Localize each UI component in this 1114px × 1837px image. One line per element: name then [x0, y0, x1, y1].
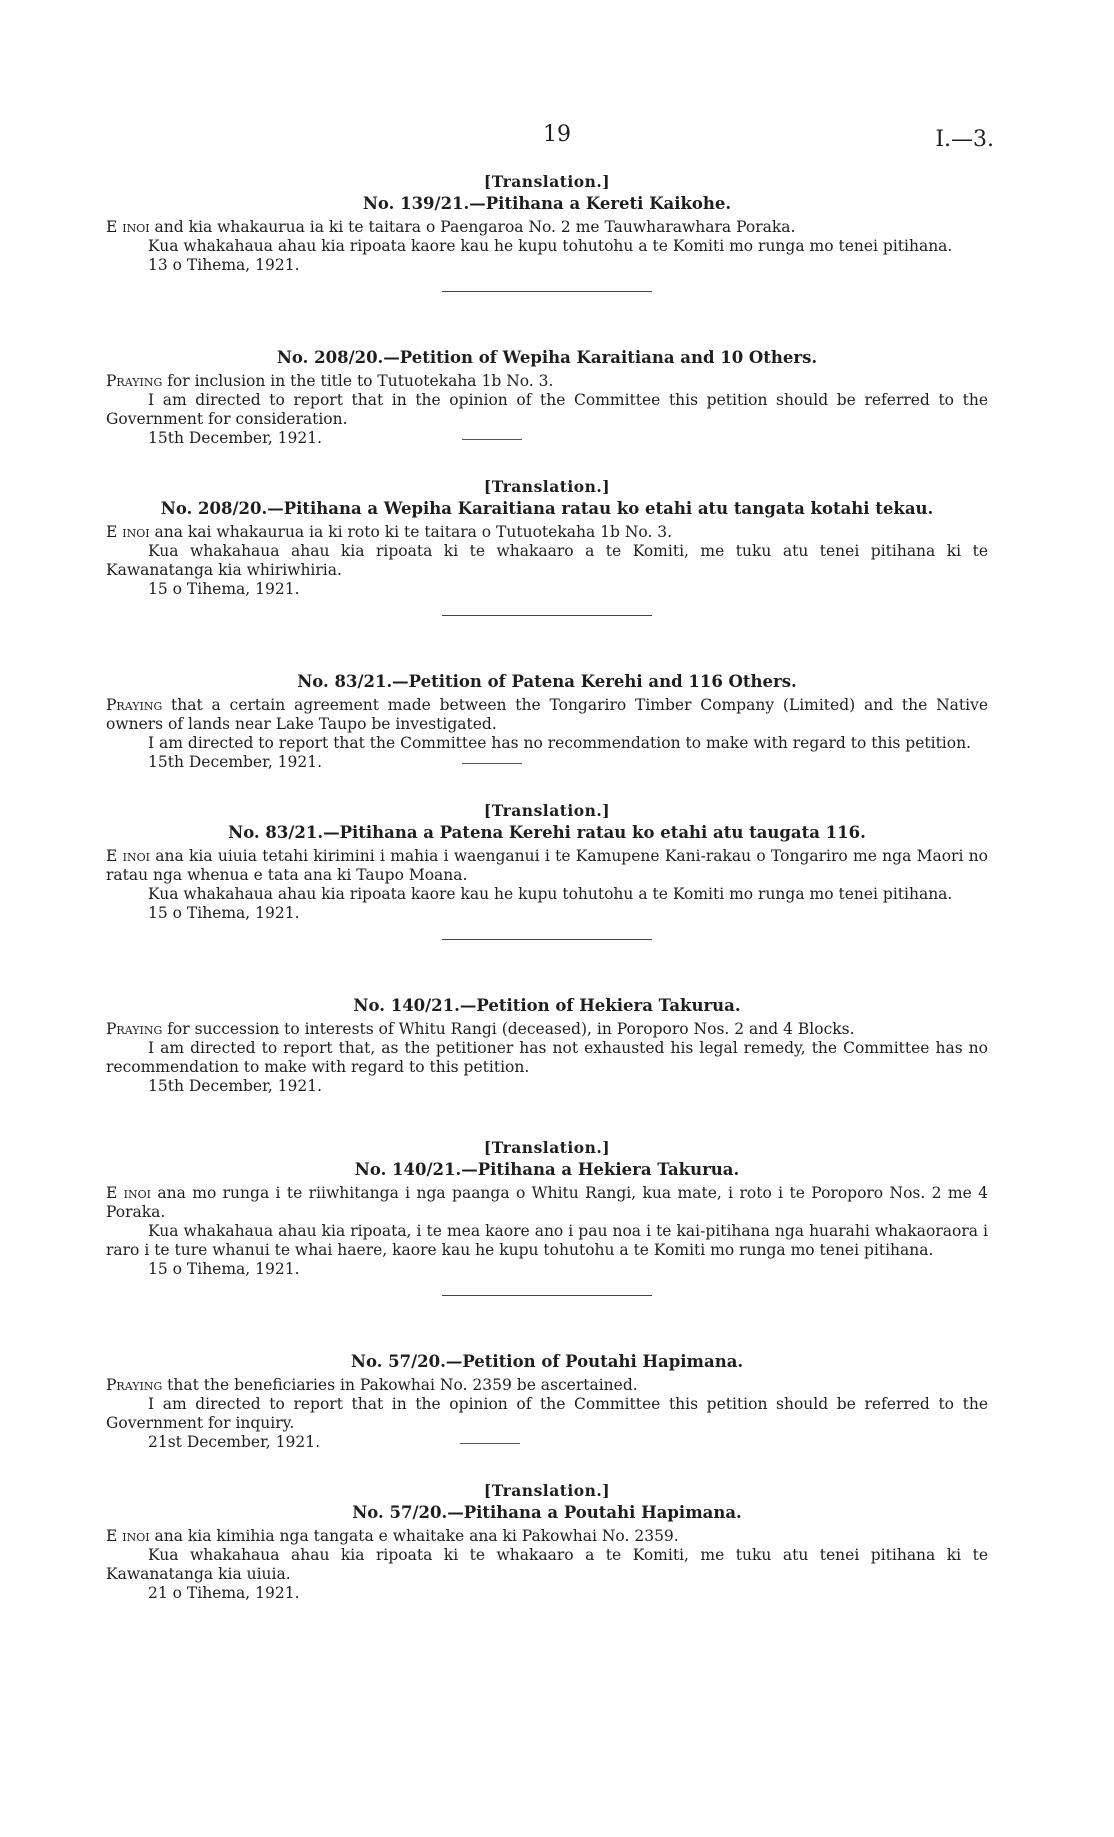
- report-date: 15 o Tihema, 1921.: [148, 1260, 300, 1278]
- prayer-lead: E inoi: [106, 523, 150, 541]
- translation-label: [Translation.]: [483, 1138, 611, 1157]
- committee-report: Kua whakahaua ahau kia ripoata kaore kau he kupu tohutohu a te Komiti mo runga mo tenei pitihana.: [148, 237, 953, 255]
- translation-label: [Translation.]: [483, 477, 611, 496]
- prayer-lead: Praying: [106, 372, 163, 390]
- petition-prayer: [106, 523, 988, 542]
- committee-report: Kua whakahaua ahau kia ripoata, i te mea kaore ano i pau noa i te kai-pitihana nga huarahi whakaoraora i raro i te ture whanui te whai haere, kaore kau he kupu tohutohu a te Komiti mo runga mo tenei pitihana.: [106, 1222, 988, 1259]
- prayer-text: ana kia kimihia nga tangata e whaitake ana ki Pakowhai No. 2359.: [154, 1527, 679, 1545]
- petition-title: No. 57/20.—Petition of Poutahi Hapimana.: [350, 1352, 744, 1371]
- section-divider: [442, 615, 652, 616]
- report-date: 15 o Tihema, 1921.: [148, 580, 300, 598]
- prayer-lead: E inoi: [106, 1527, 150, 1545]
- petition-translation-83-21: [106, 801, 988, 923]
- petition-title: No. 208/20.—Pitihana a Wepiha Karaitiana ratau ko etahi atu tangata kotahi tekau.: [160, 499, 934, 518]
- prayer-text: ana kai whakaurua ia ki roto ki te taitara o Tutuotekaha 1b No. 3.: [154, 523, 673, 541]
- petition-translation-57-20: [106, 1481, 988, 1603]
- report-date: 21 o Tihema, 1921.: [148, 1584, 300, 1602]
- translation-label: [Translation.]: [483, 1481, 611, 1500]
- section-divider: [442, 939, 652, 940]
- report-date: [106, 429, 988, 448]
- committee-report: I am directed to report that in the opinion of the Committee this petition should be referred to the Government for inquiry.: [106, 1395, 988, 1432]
- prayer-lead: E inoi: [106, 218, 150, 236]
- short-divider: [462, 763, 522, 764]
- petition-prayer: [106, 1184, 988, 1222]
- short-divider: [462, 439, 522, 440]
- prayer-lead: Praying: [106, 1376, 163, 1394]
- section-divider: [442, 291, 652, 292]
- translation-label: [Translation.]: [483, 172, 611, 191]
- prayer-lead: E inoi: [106, 847, 150, 865]
- translation-label: [Translation.]: [483, 801, 611, 820]
- petition-prayer: [106, 1376, 988, 1395]
- prayer-text: for succession to interests of Whitu Rangi (deceased), in Poroporo Nos. 2 and 4 Blocks.: [167, 1020, 855, 1038]
- report-date-text: 21st December, 1921.: [148, 1433, 321, 1451]
- petition-translation-139-21: [106, 172, 988, 275]
- report-date-text: 15th December, 1921.: [148, 429, 323, 447]
- report-date: 15 o Tihema, 1921.: [148, 904, 300, 922]
- petition-prayer: [106, 1020, 988, 1039]
- report-date: 15th December, 1921.: [148, 1077, 323, 1095]
- petition-83-21: [106, 672, 988, 772]
- petition-prayer: [106, 847, 988, 885]
- page-number: 19: [543, 122, 571, 147]
- report-date: [106, 753, 988, 772]
- petition-title: No. 139/21.—Pitihana a Kereti Kaikohe.: [362, 194, 732, 213]
- petition-prayer: [106, 218, 988, 237]
- petition-prayer: [106, 696, 988, 734]
- committee-report: Kua whakahaua ahau kia ripoata kaore kau he kupu tohutohu a te Komiti mo runga mo tenei pitihana.: [148, 885, 953, 903]
- prayer-text: and kia whakaurua ia ki te taitara o Paengaroa No. 2 me Tauwharawhara Poraka.: [154, 218, 796, 236]
- prayer-lead: Praying: [106, 696, 163, 714]
- petition-title: No. 208/20.—Petition of Wepiha Karaitiana and 10 Others.: [276, 348, 818, 367]
- petition-title: No. 140/21.—Petition of Hekiera Takurua.: [353, 996, 741, 1015]
- prayer-text: ana kia uiuia tetahi kirimini i mahia i waenganui i te Kamupene Kani-rakau o Tongariro me nga Maori no ratau nga whenua e tata ana ki Taupo Moana.: [106, 847, 988, 884]
- committee-report: Kua whakahaua ahau kia ripoata ki te whakaaro a te Komiti, me tuku atu tenei pitihana ki te Kawanatanga kia uiuia.: [106, 1546, 988, 1583]
- prayer-text: that a certain agreement made between the Tongariro Timber Company (Limited) and the Native owners of lands near Lake Taupo be investigated.: [106, 696, 988, 733]
- petition-prayer: [106, 1527, 988, 1546]
- petition-title: No. 83/21.—Petition of Patena Kerehi and 116 Others.: [297, 672, 797, 691]
- report-date: [106, 1433, 988, 1452]
- petition-title: No. 83/21.—Pitihana a Patena Kerehi ratau ko etahi atu taugata 116.: [228, 823, 866, 842]
- petition-translation-208-20: [106, 477, 988, 599]
- page-content: [106, 172, 988, 1603]
- page-reference: I.—3.: [935, 127, 994, 152]
- committee-report: Kua whakahaua ahau kia ripoata ki te whakaaro a te Komiti, me tuku atu tenei pitihana ki te Kawanatanga kia whiriwhiria.: [106, 542, 988, 579]
- petition-prayer: [106, 372, 988, 391]
- prayer-text: that the beneficiaries in Pakowhai No. 2359 be ascertained.: [167, 1376, 638, 1394]
- committee-report: I am directed to report that in the opinion of the Committee this petition should be referred to the Government for consideration.: [106, 391, 988, 428]
- petition-208-20: [106, 348, 988, 448]
- petition-translation-140-21: [106, 1138, 988, 1279]
- report-date-text: 15th December, 1921.: [148, 753, 323, 771]
- petition-title: No. 140/21.—Pitihana a Hekiera Takurua.: [354, 1160, 740, 1179]
- report-date: 13 o Tihema, 1921.: [148, 256, 300, 274]
- prayer-lead: E inoi: [106, 1184, 152, 1202]
- petition-140-21: [106, 996, 988, 1096]
- committee-report: I am directed to report that the Committee has no recommendation to make with regard to this petition.: [148, 734, 972, 752]
- prayer-text: for inclusion in the title to Tutuotekaha 1b No. 3.: [167, 372, 554, 390]
- committee-report: I am directed to report that, as the petitioner has not exhausted his legal remedy, the Committee has no recommendation to make with regard to this petition.: [106, 1039, 988, 1076]
- section-divider: [442, 1295, 652, 1296]
- petition-title: No. 57/20.—Pitihana a Poutahi Hapimana.: [352, 1503, 742, 1522]
- petition-57-20: [106, 1352, 988, 1452]
- short-divider: [460, 1443, 520, 1444]
- prayer-lead: Praying: [106, 1020, 163, 1038]
- prayer-text: ana mo runga i te riiwhitanga i nga paanga o Whitu Rangi, kua mate, i roto i te Poroporo Nos. 2 me 4 Poraka.: [106, 1184, 988, 1221]
